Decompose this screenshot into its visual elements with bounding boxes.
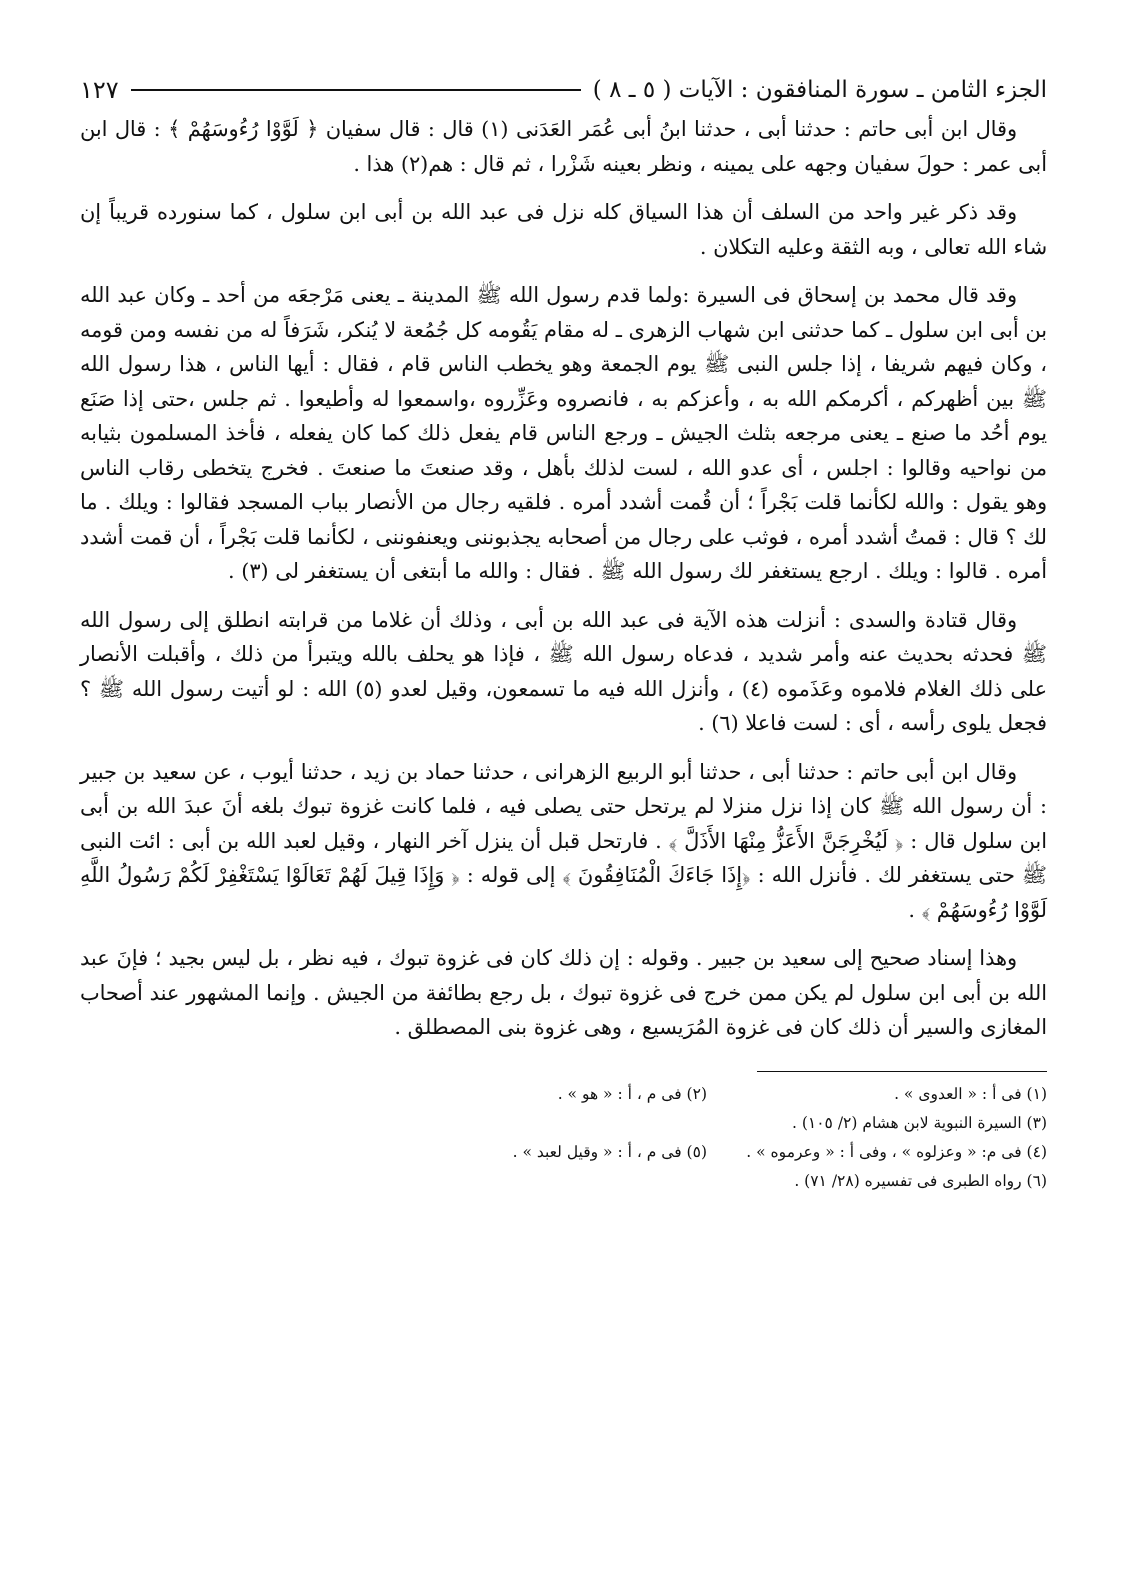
paragraph-5: وقال ابن أبى حاتم : حدثنا أبى ، حدثنا أبو الربيع الزهرانى ، حدثنا حماد بن زيد ، حدثنا أيوب ، عن سعيد بن جبير : أن رسول الله ﷺ كان إذا نزل منزلا لم يرتحل حتى يصلى فيه ، فلما كانت غزوة تبوك بلغه أنَ عبدَ الله بن أبى ابن سلول قال : ﴿ لَيُخْرِجَنَّ الأَعَزُّ مِنْهَا الأَذَلَّ ﴾ . فارتحل قبل أن ينزل آخر النهار ، وقيل لعبد الله بن أبى : ائت النبى ﷺ حتى يستغفر لك . فأنزل الله : ﴿إِذَا جَاءَكَ الْمُنَافِقُونَ ﴾ إلى قوله : ﴿ وَإِذَا قِيلَ لَهُمْ تَعَالَوْا يَسْتَغْفِرْ لَكُمْ رَسُولُ اللَّهِ لَوَّوْا رُءُوسَهُمْ ﴾ . <box>80 759 1047 922</box>
footnote-4: (٤) فى م: « وعزلوه » ، وفى أ : « وعرموه » . <box>746 1142 1047 1161</box>
paragraph-4: وقال قتادة والسدى : أنزلت هذه الآية فى عبد الله بن أبى ، وذلك أن غلاما من قرابته انطلق إلى رسول الله ﷺ فحدثه بحديث عنه وأمر شديد ، فدعاه رسول الله ﷺ ، فإذا هو يحلف بالله ويتبرأ من ذلك ، وأقبلت الأنصار على ذلك الغلام فلاموه وعَذَموه (٤) ، وأنزل الله فيه ما تسمعون، وقيل لعدو (٥) الله : لو أتيت رسول الله ﷺ ؟ فجعل يلوى رأسه ، أى : لست فاعلا (٦) . <box>80 607 1047 735</box>
footnote-1: (١) فى أ : « العدوى » . <box>894 1084 1047 1103</box>
footnote-row <box>80 1080 1047 1109</box>
paragraph-3: وقد قال محمد بن إسحاق فى السيرة :ولما قدم رسول الله ﷺ المدينة ـ يعنى مَرْجعَه من أحد ـ وكان عبد الله بن أبى ابن سلول ـ كما حدثنى ابن شهاب الزهرى ـ له مقام يَقُومه كل جُمُعة لا يُنكر، شَرَفاً له من نفسه ومن قومه ، وكان فيهم شريفا ، إذا جلس النبى ﷺ يوم الجمعة وهو يخطب الناس قام ، فقال : أيها الناس ، هذا رسول الله ﷺ بين أظهركم ، أكرمكم الله به ، وأعزكم به ، فانصروه وعَزِّروه ،واسمعوا له وأطيعوا . ثم جلس ،حتى إذا صَنَع يوم أحُد ما صنع ـ يعنى مرجعه بثلث الجيش ـ ورجع الناس قام يفعل ذلك كما كان يفعله ، فأخذ المسلمون بثيابه من نواحيه وقالوا : اجلس ، أى عدو الله ، لست لذلك بأهل ، وقد صنعتَ ما صنعتَ . فخرج يتخطى رقاب الناس وهو يقول : والله لكأنما قلت بَجْراً ؛ أن قُمت أشدد أمره . فلقيه رجال من الأنصار بباب المسجد فقالوا : ويلك . ما لك ؟ قال : قمتُ أشدد أمره ، فوثب على رجال من أصحابه يجذبوننى ويعنفوننى ، لكأنما قلت بَجْراً ، أن قمت أشدد أمره . قالوا : ويلك . ارجع يستغفر لك رسول الله ﷺ . فقال : والله ما أبتغى أن يستغفر لى (٣) . <box>80 283 1047 583</box>
header-title: الجزء الثامن ـ سورة المنافقون : الآيات ( ٥ ـ ٨ ) <box>592 77 1047 103</box>
running-header <box>80 70 1047 110</box>
page-number: ١٢٧ <box>80 76 119 104</box>
footnote-row <box>80 1109 1047 1138</box>
paragraph-6: وهذا إسناد صحيح إلى سعيد بن جبير . وقوله : إن ذلك كان فى غزوة تبوك ، فيه نظر ، بل ليس بجيد ؛ فإنَ عبد الله بن أبى ابن سلول لم يكن ممن خرج فى غزوة تبوك ، بل رجع بطائفة من الجيش . وإنما المشهور عند أصحاب المغازى والسير أن ذلك كان فى غزوة المُرَيسيع ، وهى غزوة بنى المصطلق . <box>80 946 1047 1039</box>
footnote-row <box>80 1167 1047 1196</box>
paragraph-1: وقال ابن أبى حاتم : حدثنا أبى ، حدثنا ابنُ أبى عُمَر العَدَنى (١) قال : قال سفيان ﴿ لَوَّوْا رُءُوسَهُمْ ﴾ : قال ابن أبى عمر : حولَ سفيان وجهه على يمينه ، ونظر بعينه شَزْرا ، ثم قال : هم(٢) هذا . <box>80 117 1047 176</box>
footnote-row <box>80 1138 1047 1167</box>
footnote-separator <box>757 1071 1047 1072</box>
footnote-2: (٢) فى م ، أ : « هو » . <box>557 1084 707 1103</box>
paragraph-2: وقد ذكر غير واحد من السلف أن هذا السياق كله نزل فى عبد الله بن أبى ابن سلول ، كما سنورده قريباً إن شاء الله تعالى ، وبه الثقة وعليه التكلان . <box>80 200 1047 259</box>
footnote-6: (٦) رواه الطبرى فى تفسيره (٢٨/ ٧١) . <box>794 1171 1047 1190</box>
main-text <box>80 112 1047 1045</box>
footnote-5: (٥) فى م ، أ : « وقيل لعبد » . <box>512 1142 707 1161</box>
header-rule <box>131 89 581 91</box>
footnote-3: (٣) السيرة النبوية لابن هشام (٢/ ١٠٥) . <box>792 1113 1047 1132</box>
footnotes <box>80 1080 1047 1196</box>
